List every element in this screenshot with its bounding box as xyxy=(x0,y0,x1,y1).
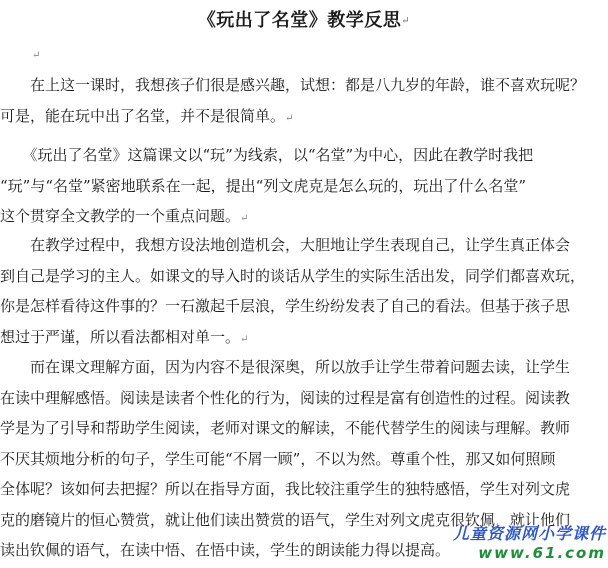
return-mark: ↵ xyxy=(401,15,411,27)
paragraph-line: 全体呢？该如何去把握？所以在指导方面，我比较注重学生的独特感悟，学生对列文虎 xyxy=(0,480,571,498)
paragraph-3 xyxy=(0,230,608,352)
paragraph-line: “玩”与“名堂”紧密地联系在一起，提出“列文虎克是怎么玩的，玩出了什么名堂” xyxy=(0,176,527,195)
document-title xyxy=(0,6,608,32)
watermark-site-url: www.61.com xyxy=(478,544,606,562)
paragraph-4 xyxy=(0,352,608,566)
paragraph-line: 在上这一课时，我想孩子们很是感兴趣，试想：都是八九岁的年龄，谁不喜欢玩呢？ xyxy=(0,76,586,94)
paragraph-line: 读出钦佩的语气，在读中悟、在悟中读，学生的朗读能力得以提高。 xyxy=(0,541,451,559)
return-mark: ↵ xyxy=(240,333,249,345)
paragraph-line: 《玩出了名堂》这篇课文以“玩”为线索，以“名堂”为中心，因此在教学时我把 xyxy=(0,146,534,164)
paragraph-line: 在教学过程中，我想方设法地创造机会，大胆地让学生表现自己，让学生真正体会 xyxy=(0,236,571,254)
paragraph-line: 想过于严谨，所以看法都相对单一。↵ xyxy=(0,327,249,346)
paragraph-line: 到自己是学习的主人。如课文的导入时的谈话从学生的实际生活出发，同学们都喜欢玩， xyxy=(0,266,586,285)
watermark-site-name: 儿童资源网小学课件 xyxy=(452,524,606,543)
paragraph-line: 可是，能在玩中出了名堂，并不是很简单。↵ xyxy=(0,106,294,125)
empty-line-return-mark: ↵ xyxy=(32,50,41,61)
document-title-text: 《玩出了名堂》教学反思 xyxy=(197,10,402,31)
paragraph-line: 这个贯穿全文教学的一个重点问题。↵ xyxy=(0,207,249,225)
paragraph-line: 你是怎样看待这件事的？一石激起千层浪，学生纷纷发表了自己的看法。但基于孩子思 xyxy=(0,297,571,315)
paragraph-1 xyxy=(0,70,608,131)
paragraph-line: 不厌其烦地分析的句子，学生可能“不屑一顾”，不以为然。尊重个性，那又如何照顾 xyxy=(0,449,556,468)
paragraph-line: 克的磨镜片的恒心赞赏，就让他们读出赞赏的语气，学生对列文虎克很钦佩，就让他们 xyxy=(0,510,571,529)
paragraph-line: 而在课文理解方面，因为内容不是很深奥，所以放手让学生带着问题去读，让学生 xyxy=(0,358,571,376)
paragraph-line: 学是为了引导和帮助学生阅读，老师对课文的解读，不能代替学生的阅读与理解。教师 xyxy=(0,419,571,437)
return-mark: ↵ xyxy=(285,112,294,124)
paragraph-line: 在读中理解感悟。阅读是读者个性化的行为，阅读的过程是富有创造性的过程。阅读教 xyxy=(0,388,571,407)
paragraph-2 xyxy=(0,140,608,232)
return-mark: ↵ xyxy=(240,213,249,224)
